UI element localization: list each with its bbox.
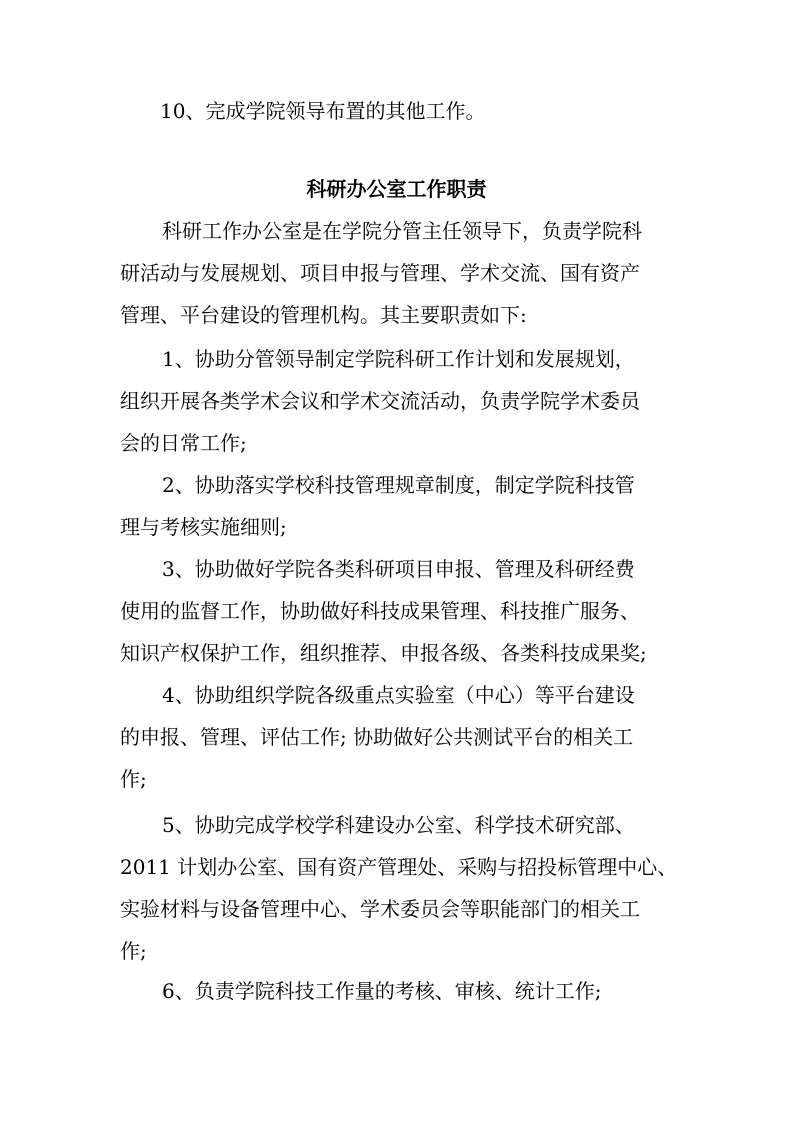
paragraph-line: 2、协助落实学校科技管理规章制度，制定学院科技管 — [162, 473, 635, 497]
paragraph-line: 理与考核实施细则; — [120, 515, 287, 539]
paragraph-line: 2011 计划办公室、国有资产管理处、采购与招投标管理中心、 — [120, 855, 678, 879]
paragraph-line: 组织开展各类学术会议和学术交流活动，负责学院学术委员 — [120, 389, 640, 413]
paragraph-line: 6、负责学院科技工作量的考核、审核、统计工作; — [162, 979, 602, 1003]
paragraph-line: 管理、平台建设的管理机构。其主要职责如下: — [120, 303, 527, 327]
paragraph-line: 知识产权保护工作，组织推荐、申报各级、各类科技成果奖; — [120, 641, 647, 665]
paragraph-line: 作; — [120, 767, 147, 791]
paragraph-line: 实验材料与设备管理中心、学术委员会等职能部门的相关工 — [120, 897, 640, 921]
paragraph-line: 研活动与发展规划、项目申报与管理、学术交流、国有资产 — [120, 261, 640, 285]
paragraph-line: 会的日常工作; — [120, 431, 247, 455]
paragraph-line: 1、协助分管领导制定学院科研工作计划和发展规划， — [162, 347, 635, 371]
paragraph-line: 5、协助完成学校学科建设办公室、科学技术研究部、 — [162, 813, 635, 837]
section-title: 科研办公室工作职责 — [306, 177, 487, 201]
paragraph-line: 使用的监督工作，协助做好科技成果管理、科技推广服务、 — [120, 599, 640, 623]
paragraph-line: 4、协助组织学院各级重点实验室（中心）等平台建设 — [162, 683, 635, 707]
paragraph-line: 作; — [120, 939, 147, 963]
paragraph-line: 3、协助做好学院各类科研项目申报、管理及科研经费 — [162, 557, 635, 581]
paragraph-line: 科研工作办公室是在学院分管主任领导下，负责学院科 — [162, 219, 642, 243]
previous-list-item: 10、完成学院领导布置的其他工作。 — [160, 99, 486, 123]
paragraph-line: 的申报、管理、评估工作; 协助做好公共测试平台的相关工 — [120, 725, 634, 749]
